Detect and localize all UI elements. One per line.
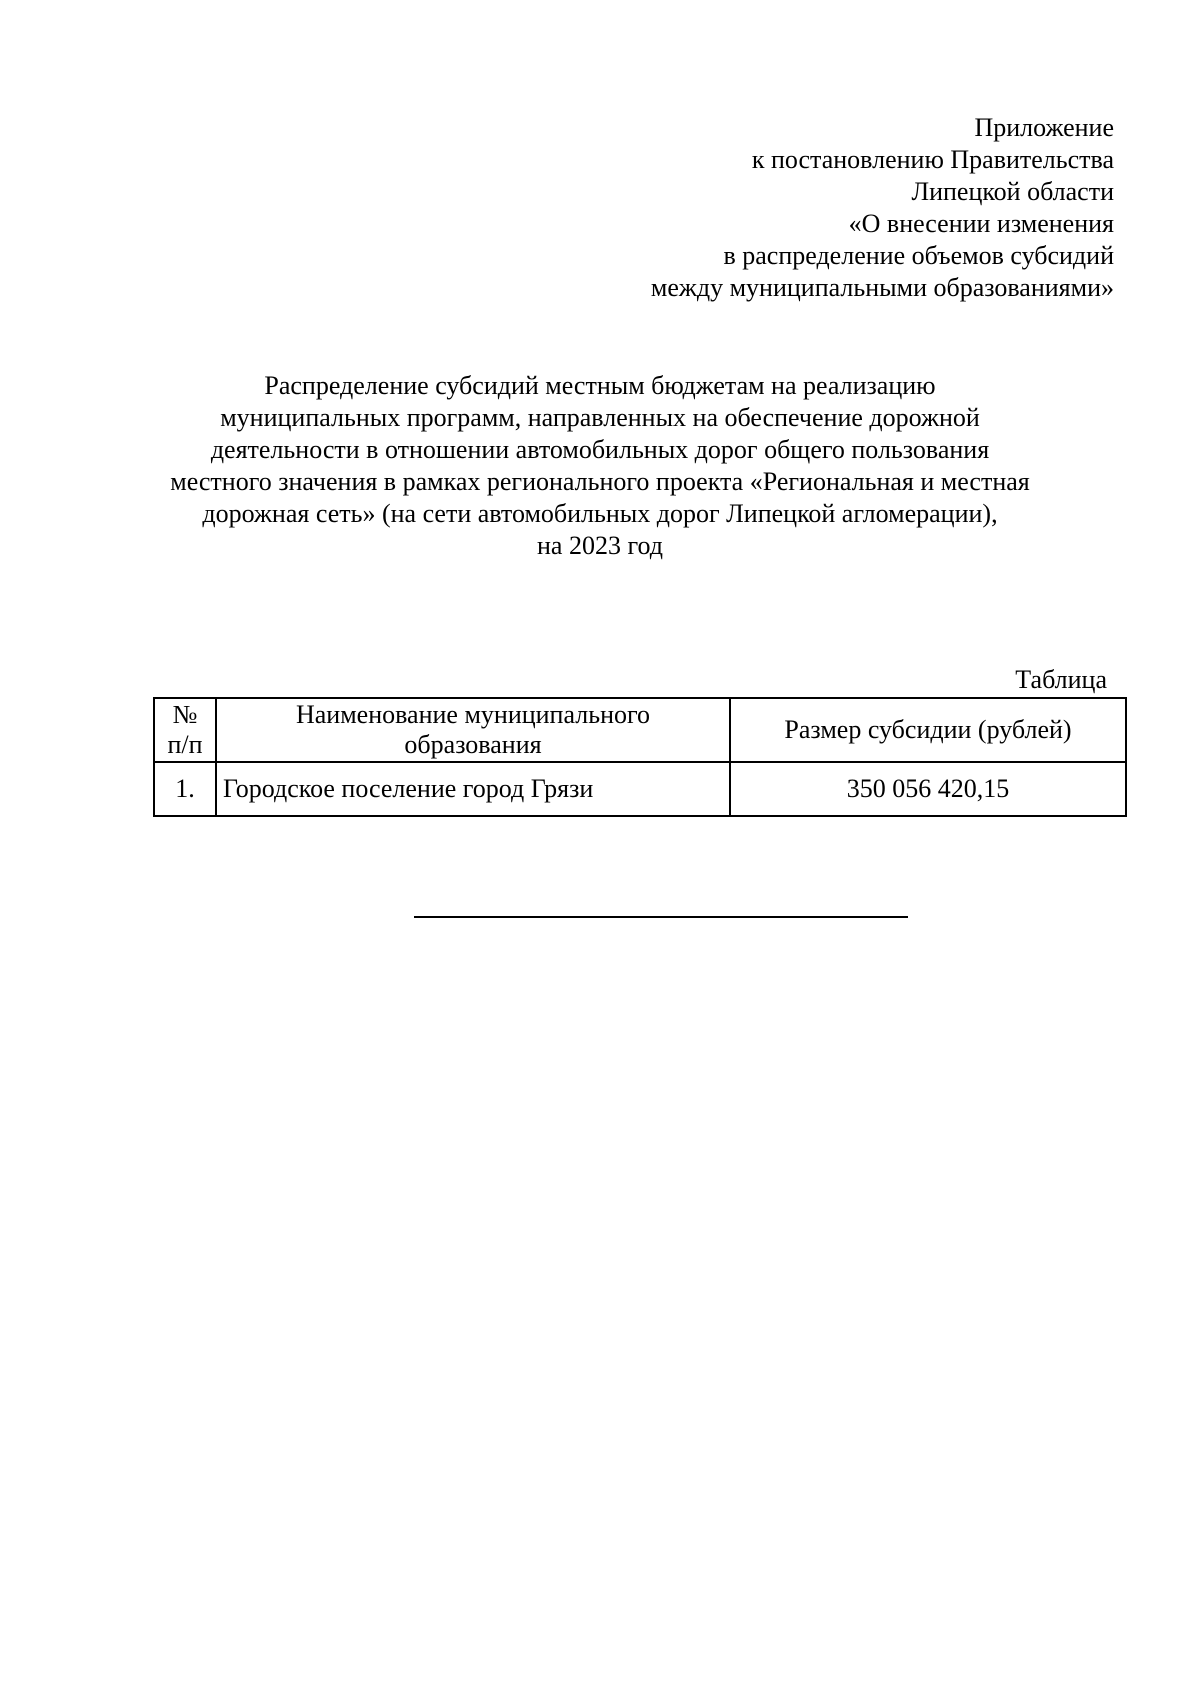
header-municipality-line2: образования <box>404 730 542 759</box>
appendix-header <box>414 112 1114 304</box>
title-line: местного значения в рамках регионального проекта «Региональная и местная <box>170 467 1030 496</box>
table-row <box>154 762 1126 816</box>
header-municipality-line1: Наименование муниципального <box>295 700 651 729</box>
title-line: Распределение субсидий местным бюджетам на реализацию <box>264 371 936 400</box>
header-municipality <box>216 698 730 762</box>
appendix-line: между муниципальными образованиями» <box>650 273 1114 302</box>
subsidies-table <box>153 697 1127 817</box>
appendix-line: в распределение объемов субсидий <box>723 241 1114 270</box>
title-line: деятельности в отношении автомобильных дорог общего пользования <box>210 435 990 464</box>
document-title <box>150 370 1050 562</box>
table-header-row <box>154 698 1126 762</box>
appendix-line: к постановлению Правительства <box>751 145 1114 174</box>
row-amount: 350 056 420,15 <box>730 762 1126 816</box>
title-line: на 2023 год <box>537 531 663 560</box>
title-line: муниципальных программ, направленных на обеспечение дорожной <box>220 403 980 432</box>
appendix-line: «О внесении изменения <box>848 209 1114 238</box>
title-line: дорожная сеть» (на сети автомобильных дорог Липецкой агломерации), <box>202 499 998 528</box>
row-municipality: Городское поселение город Грязи <box>216 762 730 816</box>
header-number-line1: № <box>172 700 198 729</box>
appendix-line: Липецкой области <box>911 177 1114 206</box>
header-amount: Размер субсидии (рублей) <box>730 698 1126 762</box>
table-caption: Таблица <box>1015 665 1107 694</box>
header-number-line2: п/п <box>167 730 203 759</box>
appendix-line: Приложение <box>974 113 1114 142</box>
end-divider-line <box>414 916 908 918</box>
header-number <box>154 698 216 762</box>
row-number: 1. <box>154 762 216 816</box>
